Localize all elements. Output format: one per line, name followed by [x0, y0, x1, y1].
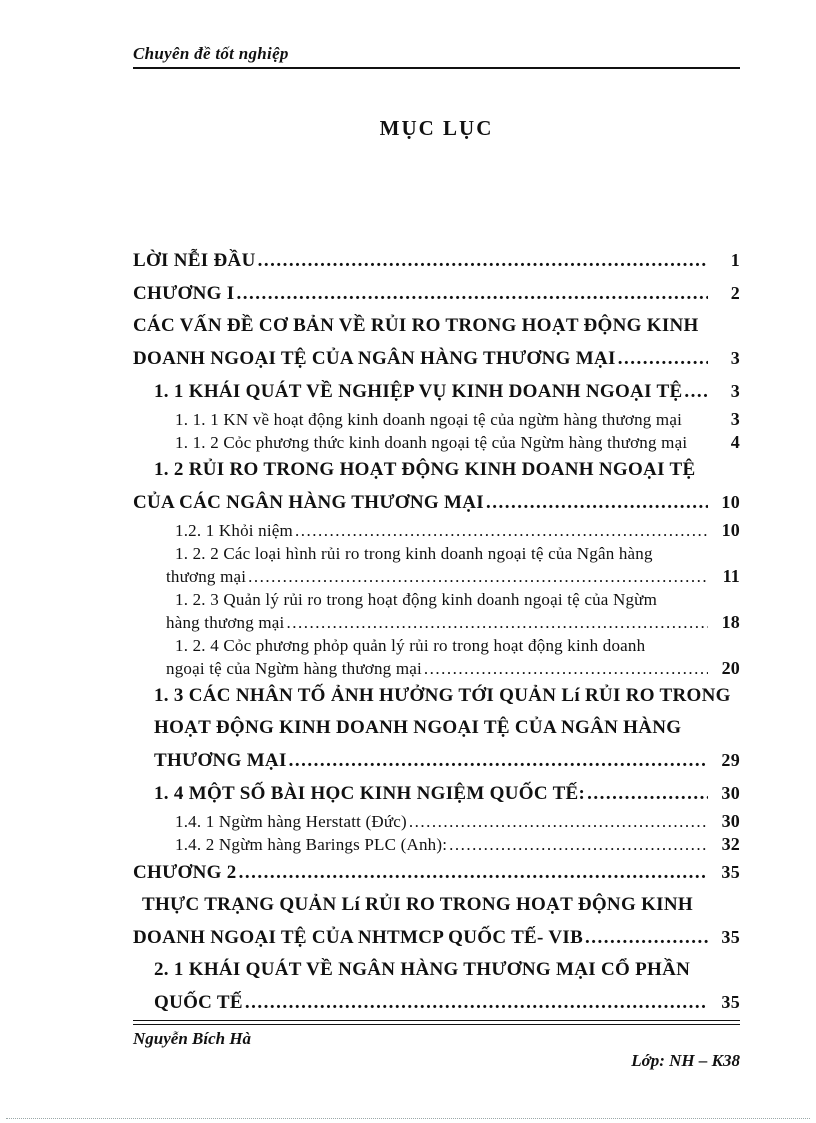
toc-row — [133, 889, 740, 921]
toc-page-number: 30 — [721, 783, 740, 803]
toc-entry-text: 1. 2. 3 Quản lý rủi ro trong hoạt động kinh doanh ngoại tệ của Ngừm — [175, 590, 658, 609]
toc-dot-leader — [286, 611, 708, 634]
toc-dot-leader — [449, 833, 708, 856]
toc-dot-leader — [248, 565, 708, 588]
toc-row — [133, 310, 740, 342]
toc-entry-text: 2. 1 KHÁI QUÁT VỀ NGÂN HÀNG THƯƠNG MẠI CỔ PHẦN — [154, 959, 691, 980]
footer-author: Nguyễn Bích Hà — [133, 1029, 252, 1048]
toc-page-number: 2 — [730, 283, 740, 303]
toc-entry-text: hàng thương mại — [166, 613, 285, 632]
toc-page-number: 4 — [730, 432, 740, 452]
toc-page-number: 10 — [721, 492, 740, 512]
toc-entry-text: QUỐC TẾ — [154, 992, 243, 1013]
toc-dot-leader — [684, 376, 708, 408]
toc-page-number: 32 — [721, 834, 740, 854]
toc-entry-text: CHƯƠNG I — [133, 283, 235, 304]
toc-row — [133, 431, 740, 454]
toc-row — [133, 777, 740, 810]
toc-page-number: 3 — [730, 409, 740, 429]
toc-entry-text: CỦA CÁC NGÂN HÀNG THƯƠNG MẠI — [133, 492, 484, 513]
toc-entry-text: 1. 1. 2 Cỏc phương thức kinh doanh ngoại tệ của Ngừm hàng thương mại — [175, 433, 688, 452]
toc-row — [133, 244, 740, 277]
toc-entry-text: DOANH NGOẠI TỆ CỦA NGÂN HÀNG THƯƠNG MẠI — [133, 348, 616, 369]
toc-row — [133, 565, 740, 588]
toc-row — [133, 408, 740, 431]
toc-dot-leader — [258, 245, 708, 277]
toc-dot-leader — [289, 745, 708, 777]
toc-row — [133, 342, 740, 375]
toc-row — [133, 634, 740, 657]
page-footer — [133, 1020, 740, 1071]
toc-dot-leader — [409, 810, 708, 833]
toc-entry-text: 1. 3 CÁC NHÂN TỐ ẢNH HƯỞNG TỚI QUẢN Lí RỦI RO TRONG — [154, 685, 731, 706]
footer-class-label: Lớp: NH – K38 — [631, 1051, 740, 1070]
toc-row — [133, 375, 740, 408]
toc-entry-text: 1. 2 RỦI RO TRONG HOẠT ĐỘNG KINH DOANH NGOẠI TỆ — [154, 459, 696, 480]
toc-page-number: 35 — [721, 992, 740, 1012]
toc-page-number: 1 — [730, 250, 740, 270]
table-of-contents — [133, 244, 740, 1019]
toc-entry-text: 1.4. 2 Ngừm hàng Barings PLC (Anh): — [175, 835, 448, 854]
page-bottom-edge — [6, 1118, 810, 1119]
toc-page-number: 10 — [721, 520, 740, 540]
toc-entry-text: 1. 4 MỘT SỐ BÀI HỌC KINH NGIỆM QUỐC TẾ: — [154, 783, 586, 804]
toc-dot-leader — [236, 278, 708, 310]
toc-dot-leader — [245, 987, 708, 1019]
toc-row — [133, 486, 740, 519]
toc-row — [133, 712, 740, 744]
page-header — [133, 44, 740, 69]
toc-page-number: 3 — [730, 348, 740, 368]
toc-dot-leader — [587, 778, 708, 810]
toc-row — [133, 833, 740, 856]
toc-page-number: 11 — [722, 566, 740, 586]
toc-entry-text: LỜI NỄI ĐẦU — [133, 250, 256, 271]
toc-row — [133, 454, 740, 486]
toc-page-number: 29 — [721, 750, 740, 770]
toc-entry-text: DOANH NGOẠI TỆ CỦA NHTMCP QUỐC TẾ- VIB — [133, 927, 584, 948]
toc-entry-text: thương mại — [166, 567, 247, 586]
toc-entry-text: THỰC TRẠNG QUẢN Lí RỦI RO TRONG HOẠT ĐỘNG KINH — [142, 894, 693, 915]
toc-dot-leader — [239, 857, 708, 889]
toc-row — [133, 810, 740, 833]
toc-page-number: 35 — [721, 927, 740, 947]
toc-row — [133, 986, 740, 1019]
toc-row — [133, 856, 740, 889]
header-title: Chuyên đề tốt nghiệp — [133, 44, 289, 63]
toc-dot-leader — [295, 519, 708, 542]
toc-entry-text: 1. 1. 1 KN về hoạt động kinh doanh ngoại tệ của ngừm hàng thương mại — [175, 410, 683, 429]
toc-page-number: 3 — [730, 381, 740, 401]
toc-dot-leader — [424, 657, 708, 680]
footer-rule — [133, 1020, 740, 1025]
toc-row — [133, 519, 740, 542]
toc-entry-text: CÁC VẤN ĐỀ CƠ BẢN VỀ RỦI RO TRONG HOẠT ĐỘNG KINH — [133, 315, 699, 336]
toc-row — [133, 954, 740, 986]
toc-entry-text: 1. 2. 2 Các loại hình rủi ro trong kinh doanh ngoại tệ của Ngân hàng — [175, 544, 653, 563]
toc-row — [133, 542, 740, 565]
header-rule — [133, 67, 740, 69]
document-title: MỤC LỤC — [379, 116, 494, 140]
toc-row — [133, 921, 740, 954]
toc-dot-leader — [618, 343, 708, 375]
toc-page-number: 30 — [721, 811, 740, 831]
toc-entry-text: HOẠT ĐỘNG KINH DOANH NGOẠI TỆ CỦA NGÂN HÀNG — [154, 717, 682, 738]
toc-row — [133, 744, 740, 777]
toc-page-number: 35 — [721, 862, 740, 882]
toc-dot-leader — [486, 487, 708, 519]
toc-entry-text: 1. 1 KHÁI QUÁT VỀ NGHIỆP VỤ KINH DOANH NGOẠI TỆ — [154, 381, 683, 402]
toc-page-number: 18 — [721, 612, 740, 632]
toc-row — [133, 277, 740, 310]
toc-entry-text: CHƯƠNG 2 — [133, 862, 237, 883]
toc-row — [133, 611, 740, 634]
toc-entry-text: ngoại tệ của Ngừm hàng thương mại — [166, 659, 422, 678]
toc-row — [133, 657, 740, 680]
toc-entry-text: 1. 2. 4 Cỏc phương phỏp quản lý rủi ro trong hoạt động kinh doanh — [175, 636, 646, 655]
toc-page-number: 20 — [721, 658, 740, 678]
toc-row — [133, 588, 740, 611]
toc-entry-text: THƯƠNG MẠI — [154, 750, 287, 771]
toc-entry-text: 1.4. 1 Ngừm hàng Herstatt (Đức) — [175, 812, 407, 831]
toc-entry-text: 1.2. 1 Khỏi niệm — [175, 521, 293, 540]
toc-row — [133, 680, 740, 712]
toc-dot-leader — [585, 922, 708, 954]
